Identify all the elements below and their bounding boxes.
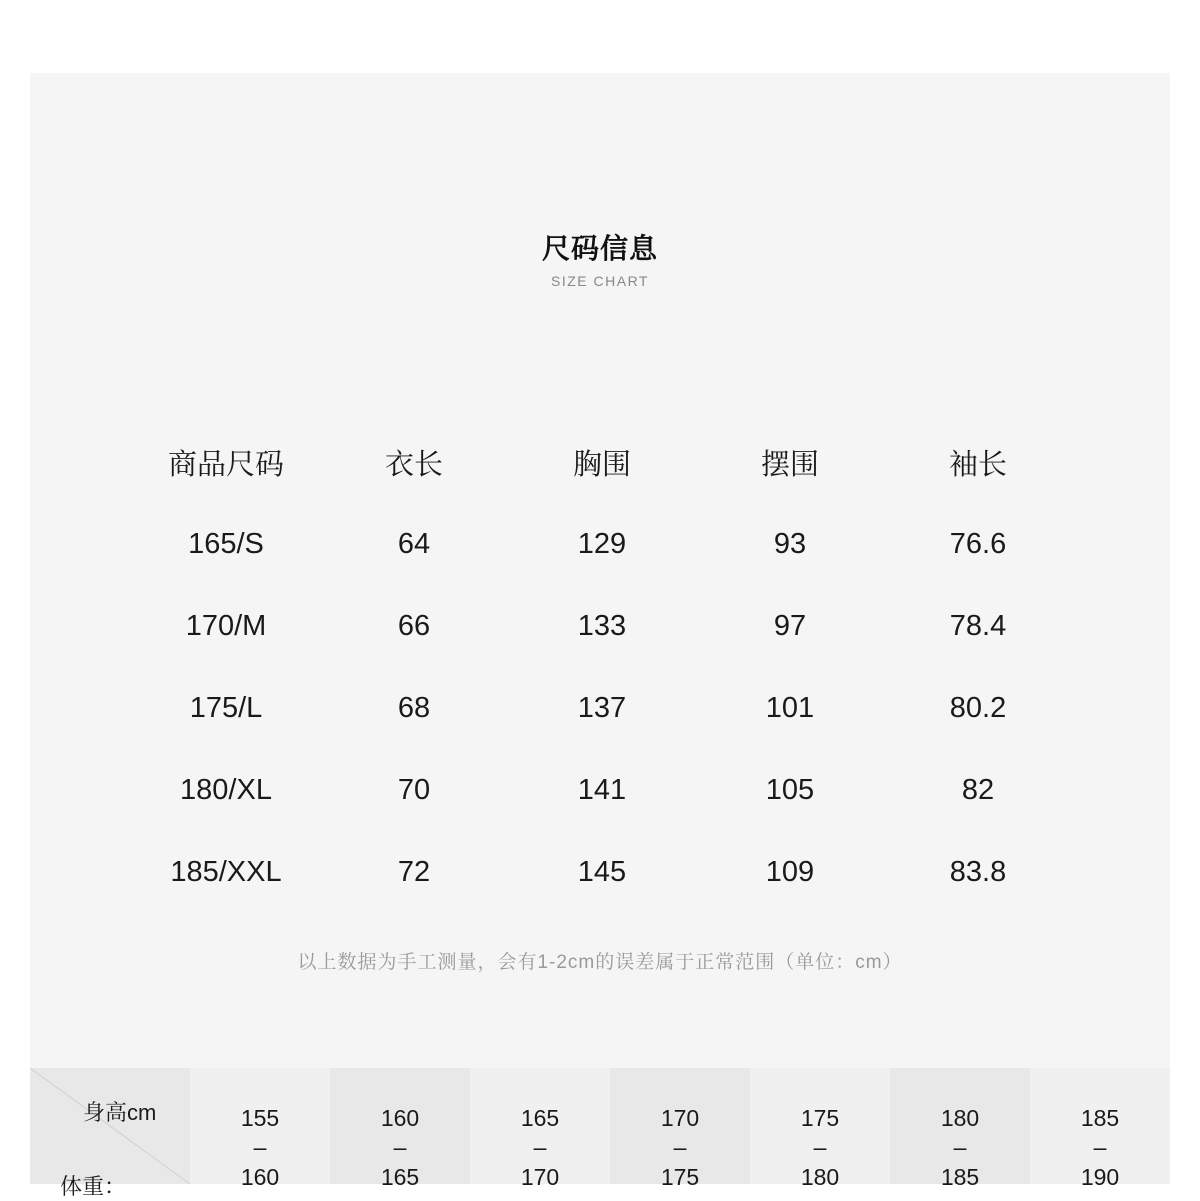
range-separator: – xyxy=(393,1134,407,1160)
range-separator: – xyxy=(673,1134,687,1160)
table-row xyxy=(132,585,1072,667)
table-cell: 137 xyxy=(577,691,627,724)
table-row xyxy=(132,503,1072,585)
column-header: 袖长 xyxy=(948,448,1007,481)
weight-axis-label: 体重： xyxy=(60,1174,127,1199)
table-cell: 175/L xyxy=(189,691,263,724)
range-to: 175 xyxy=(660,1164,700,1190)
measurement-note: 以上数据为手工测量，会有1-2cm的误差属于正常范围（单位：cm） xyxy=(297,952,903,973)
range-from: 185 xyxy=(1080,1105,1120,1131)
table-cell: 82 xyxy=(961,773,995,806)
table-row xyxy=(132,749,1072,831)
fit-recommendation-grid xyxy=(30,1068,1170,1199)
range-to: 160 xyxy=(240,1164,280,1190)
table-cell: 109 xyxy=(765,855,815,888)
range-to: 170 xyxy=(520,1164,560,1190)
height-range-column xyxy=(610,1068,750,1190)
table-cell: 185/XXL xyxy=(170,855,282,888)
height-range-column xyxy=(330,1068,470,1190)
table-cell: 165/S xyxy=(188,527,264,560)
range-separator: – xyxy=(813,1134,827,1160)
height-range-column xyxy=(1030,1068,1170,1190)
height-range-column xyxy=(190,1068,330,1190)
range-from: 170 xyxy=(660,1105,700,1131)
table-cell: 97 xyxy=(773,609,807,642)
range-separator: – xyxy=(253,1134,267,1160)
table-cell: 93 xyxy=(773,527,807,560)
table-cell: 141 xyxy=(577,773,627,806)
table-row xyxy=(132,831,1072,913)
page-subtitle: SIZE CHART xyxy=(551,273,649,289)
range-from: 160 xyxy=(380,1105,420,1131)
height-range-column xyxy=(470,1068,610,1190)
table-cell: 70 xyxy=(397,773,431,806)
table-cell: 66 xyxy=(397,609,431,642)
table-cell: 80.2 xyxy=(949,691,1007,724)
grid-corner-cell xyxy=(30,1068,190,1199)
table-cell: 83.8 xyxy=(949,855,1007,888)
range-from: 155 xyxy=(240,1105,280,1131)
table-cell: 72 xyxy=(397,855,431,888)
table-header-row xyxy=(132,421,1072,503)
size-chart-panel xyxy=(30,73,1170,1199)
table-cell: 68 xyxy=(397,691,431,724)
table-cell: 145 xyxy=(577,855,627,888)
table-cell: 64 xyxy=(397,527,431,560)
range-to: 180 xyxy=(800,1164,840,1190)
page-title: 尺码信息 xyxy=(541,233,658,264)
range-to: 190 xyxy=(1080,1164,1120,1190)
column-header: 衣长 xyxy=(384,448,443,481)
range-from: 165 xyxy=(520,1105,560,1131)
range-separator: – xyxy=(1093,1134,1107,1160)
table-cell: 170/M xyxy=(185,609,267,642)
range-to: 165 xyxy=(380,1164,420,1190)
table-cell: 101 xyxy=(765,691,815,724)
table-cell: 133 xyxy=(577,609,627,642)
table-row xyxy=(132,667,1072,749)
range-separator: – xyxy=(533,1134,547,1160)
range-to: 185 xyxy=(940,1164,980,1190)
column-header: 商品尺码 xyxy=(167,448,284,481)
table-cell: 78.4 xyxy=(949,609,1007,642)
table-cell: 129 xyxy=(577,527,627,560)
table-cell: 105 xyxy=(765,773,815,806)
column-header: 胸围 xyxy=(572,448,631,481)
column-header: 摆围 xyxy=(760,448,819,481)
table-cell: 180/XL xyxy=(180,773,272,806)
height-range-column xyxy=(890,1068,1030,1190)
range-from: 175 xyxy=(800,1105,840,1131)
range-from: 180 xyxy=(940,1105,980,1131)
height-range-column xyxy=(750,1068,890,1190)
size-table xyxy=(132,421,1072,913)
table-cell: 76.6 xyxy=(949,527,1007,560)
range-separator: – xyxy=(953,1134,967,1160)
height-axis-label: 身高cm xyxy=(83,1100,157,1125)
